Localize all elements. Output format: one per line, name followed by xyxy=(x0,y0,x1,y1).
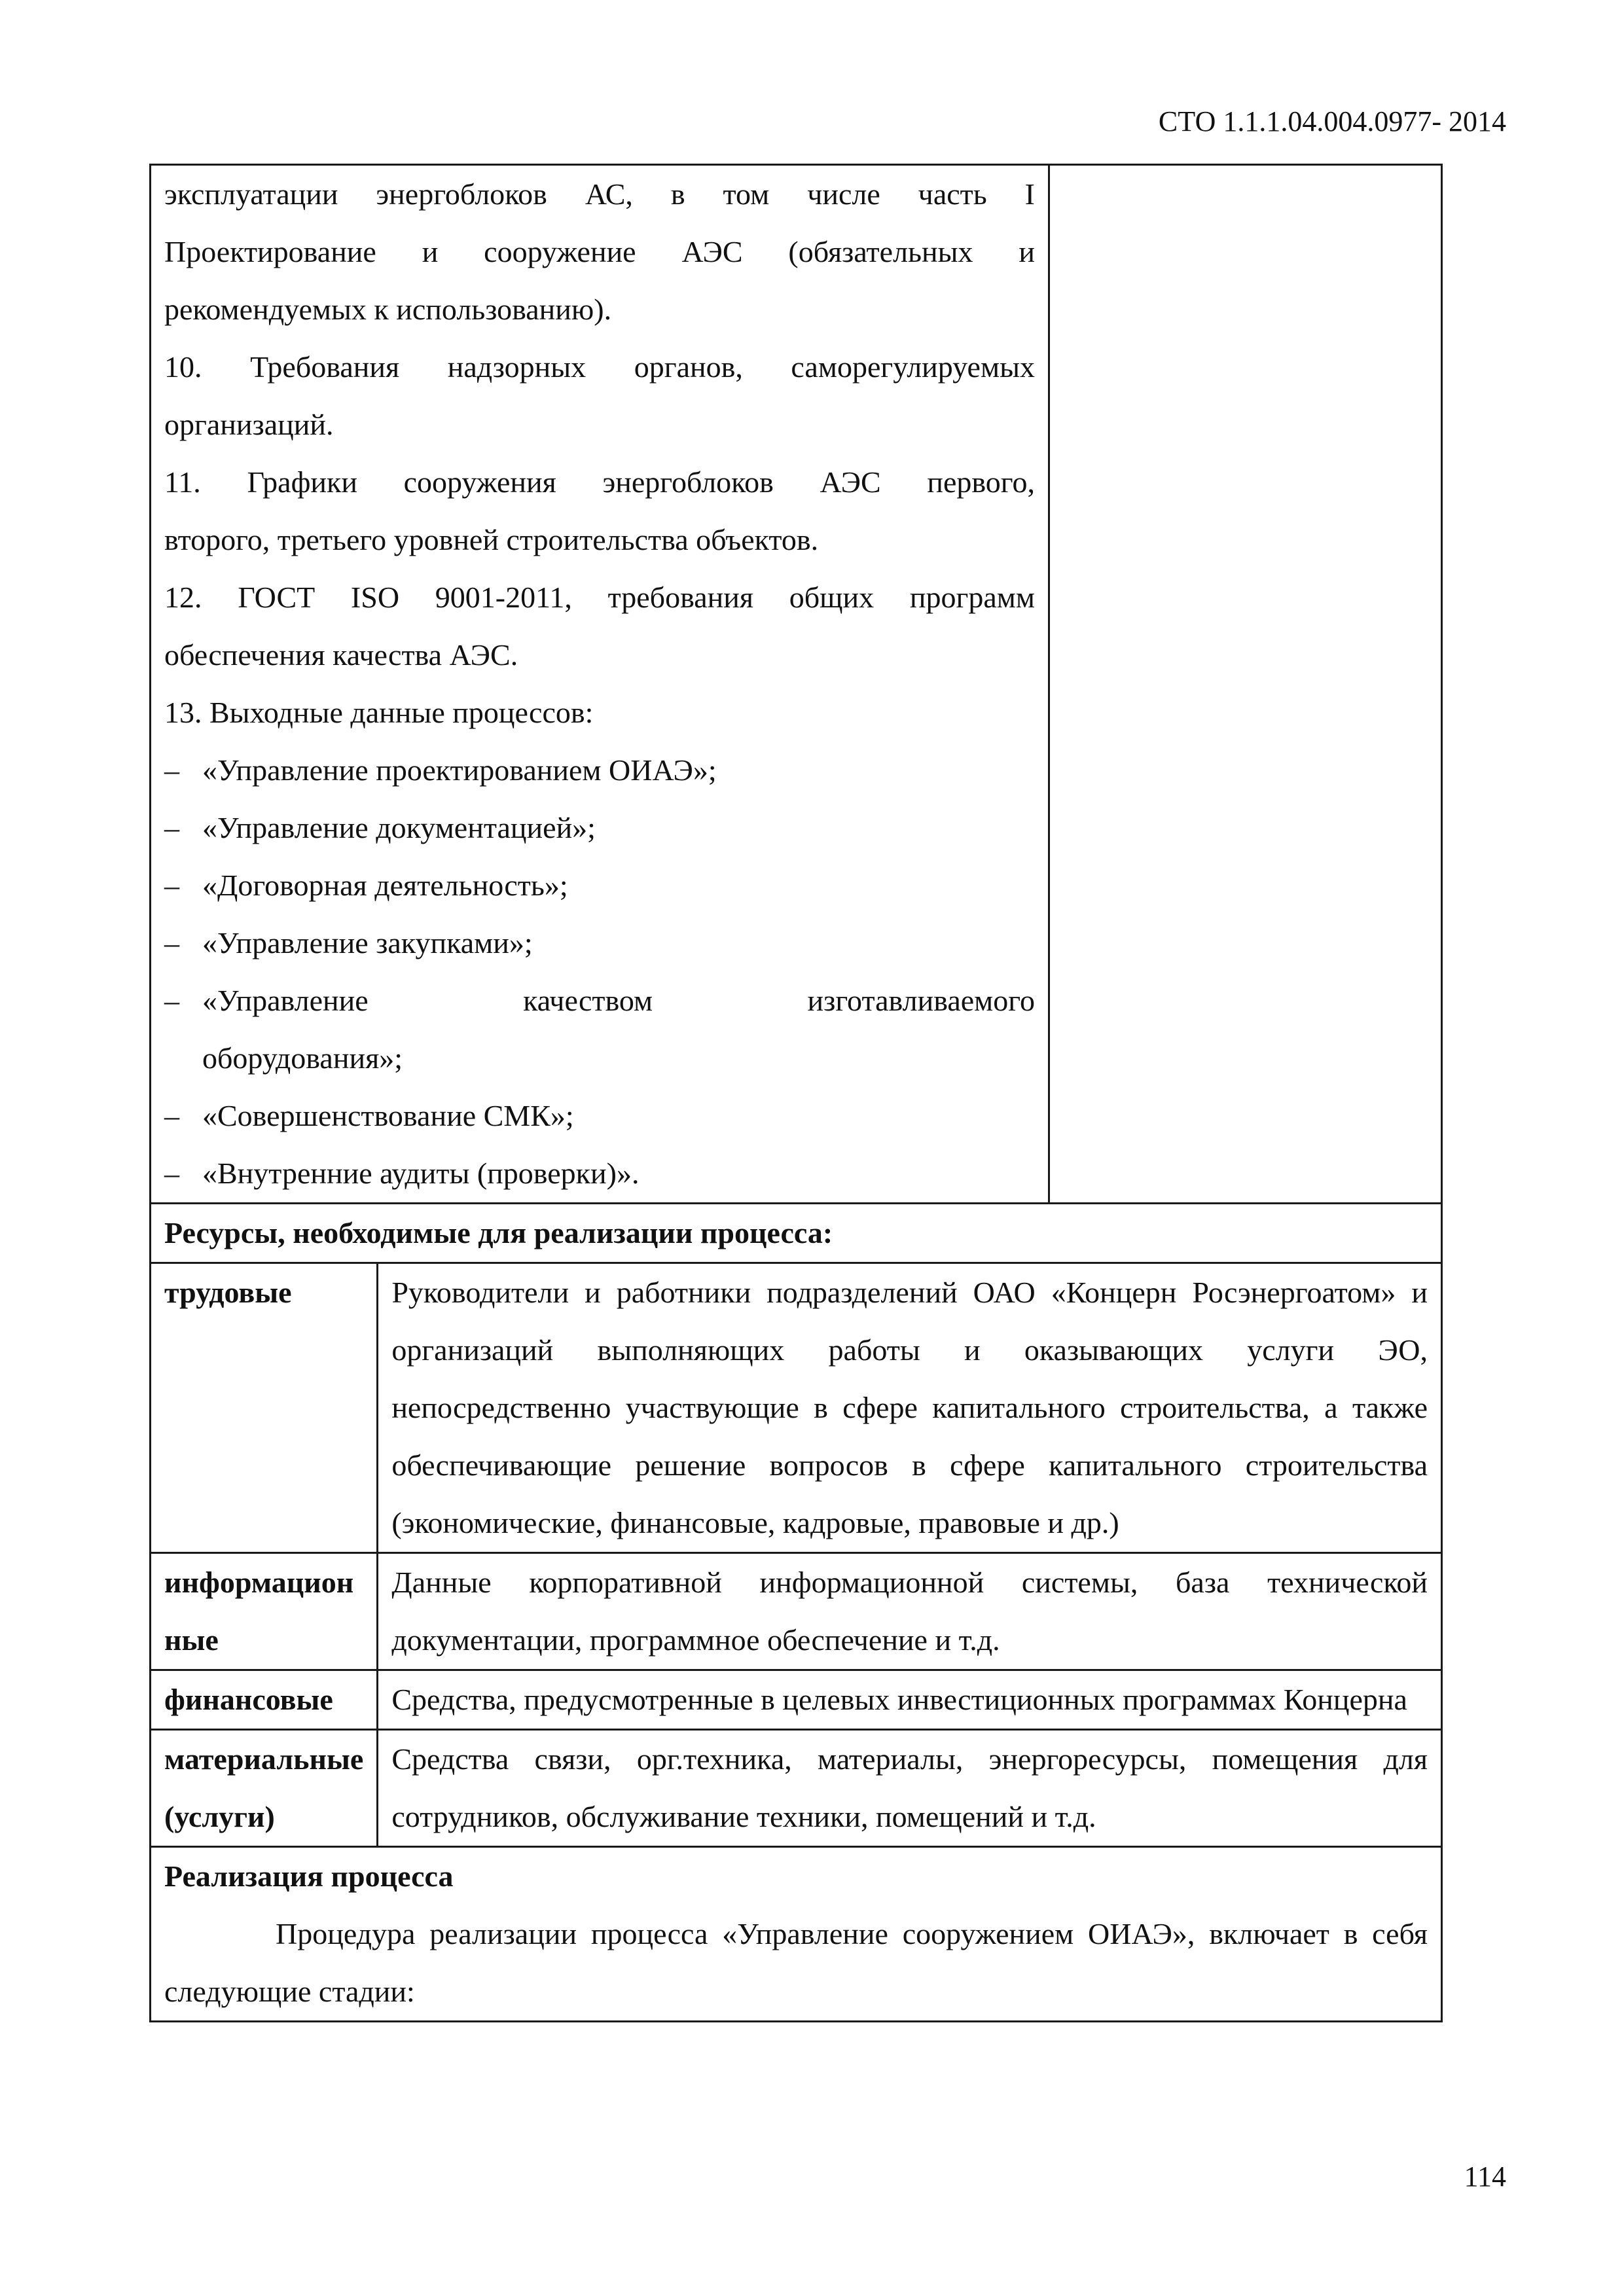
resource-label-line-1: материальные xyxy=(164,1742,364,1776)
resource-value: Руководители и работники подразделений ОАО «Концерн Росэнергоатом» и организаций выполняющих работы и оказывающих услуги ЭО, непосредственно участвующие в сфере капитального строительства, а также обеспечивающие решение вопросов в сфере капитального строительства (экономические, финансовые, кадровые, правовые и др.) xyxy=(378,1263,1442,1553)
item-12-line-2: обеспечения качества АЭС. xyxy=(164,638,518,672)
implementation-heading: Реализация процесса xyxy=(164,1859,454,1893)
item-13: 13. Выходные данные процессов: xyxy=(164,696,594,729)
resource-label xyxy=(151,1553,378,1670)
dash-bullet: – xyxy=(164,1157,179,1190)
dash-bullet: – xyxy=(164,984,179,1017)
inputs-line-2: Проектирование и сооружение АЭС (обязательных и xyxy=(164,235,1035,268)
inputs-line-1: эксплуатации энергоблоков АС, в том числе часть I xyxy=(164,177,1035,211)
resource-label-line-2: (услуги) xyxy=(164,1800,275,1833)
dash-bullet: – xyxy=(164,1099,179,1132)
dash-bullet: – xyxy=(164,869,179,902)
inputs-line-3: рекомендуемых к использованию). xyxy=(164,293,612,326)
implementation-text: Процедура реализации процесса «Управление сооружением ОИАЭ», включает в себя следующие стадии: xyxy=(164,1917,1428,2008)
output-text: «Совершенствование СМК»; xyxy=(202,1099,574,1132)
implementation-cell xyxy=(151,1847,1442,2022)
output-text-line-2: оборудования»; xyxy=(202,1041,403,1075)
output-item xyxy=(164,857,1035,914)
resource-label-line-1: информацион xyxy=(164,1566,354,1599)
output-text: «Внутренние аудиты (проверки)». xyxy=(202,1157,640,1190)
inputs-row xyxy=(151,165,1442,1204)
empty-cell xyxy=(1049,165,1442,1204)
resource-label: трудовые xyxy=(151,1263,378,1553)
item-11-line-2: второго, третьего уровней строительства объектов. xyxy=(164,523,819,556)
dash-bullet: – xyxy=(164,753,179,787)
resource-label xyxy=(151,1730,378,1847)
output-item xyxy=(164,972,1035,1087)
resource-value: Средства связи, орг.техника, материалы, энергоресурсы, помещения для сотрудников, обслуживание техники, помещений и т.д. xyxy=(378,1730,1442,1847)
output-item xyxy=(164,1087,1035,1145)
item-11-line-1: 11. Графики сооружения энергоблоков АЭС первого, xyxy=(164,465,1035,499)
resource-row-information xyxy=(151,1553,1442,1670)
page-number: 114 xyxy=(1464,2161,1506,2193)
output-item xyxy=(164,742,1035,799)
resource-row-labor xyxy=(151,1263,1442,1553)
resource-label-line-2: ные xyxy=(164,1623,219,1657)
output-text: «Управление проектированием ОИАЭ»; xyxy=(202,753,717,787)
output-item xyxy=(164,799,1035,857)
item-10-line-2: организаций. xyxy=(164,408,334,441)
output-text xyxy=(202,972,1035,1087)
output-text: «Управление документацией»; xyxy=(202,811,596,844)
process-table xyxy=(149,164,1443,2022)
output-item xyxy=(164,914,1035,972)
document-code: СТО 1.1.1.04.004.0977- 2014 xyxy=(1158,105,1506,137)
resource-row-financial xyxy=(151,1670,1442,1730)
resource-value: Данные корпоративной информационной системы, база технической документации, программное обеспечение и т.д. xyxy=(378,1553,1442,1670)
resource-row-material xyxy=(151,1730,1442,1847)
inputs-cell xyxy=(151,165,1049,1204)
item-12-line-1: 12. ГОСТ ISO 9001-2011, требования общих программ xyxy=(164,581,1035,614)
dash-bullet: – xyxy=(164,926,179,960)
output-item xyxy=(164,1145,1035,1202)
resources-heading-row xyxy=(151,1204,1442,1263)
output-text: «Договорная деятельность»; xyxy=(202,869,568,902)
item-10-line-1: 10. Требования надзорных органов, саморегулируемых xyxy=(164,350,1035,384)
resources-heading: Ресурсы, необходимые для реализации процесса: xyxy=(151,1204,1442,1263)
output-text-line-1: «Управление качеством изготавливаемого xyxy=(202,984,1035,1017)
dash-bullet: – xyxy=(164,811,179,844)
resource-value: Средства, предусмотренные в целевых инвестиционных программах Концерна xyxy=(378,1670,1442,1730)
output-text: «Управление закупками»; xyxy=(202,926,533,960)
resource-label: финансовые xyxy=(151,1670,378,1730)
implementation-row xyxy=(151,1847,1442,2022)
